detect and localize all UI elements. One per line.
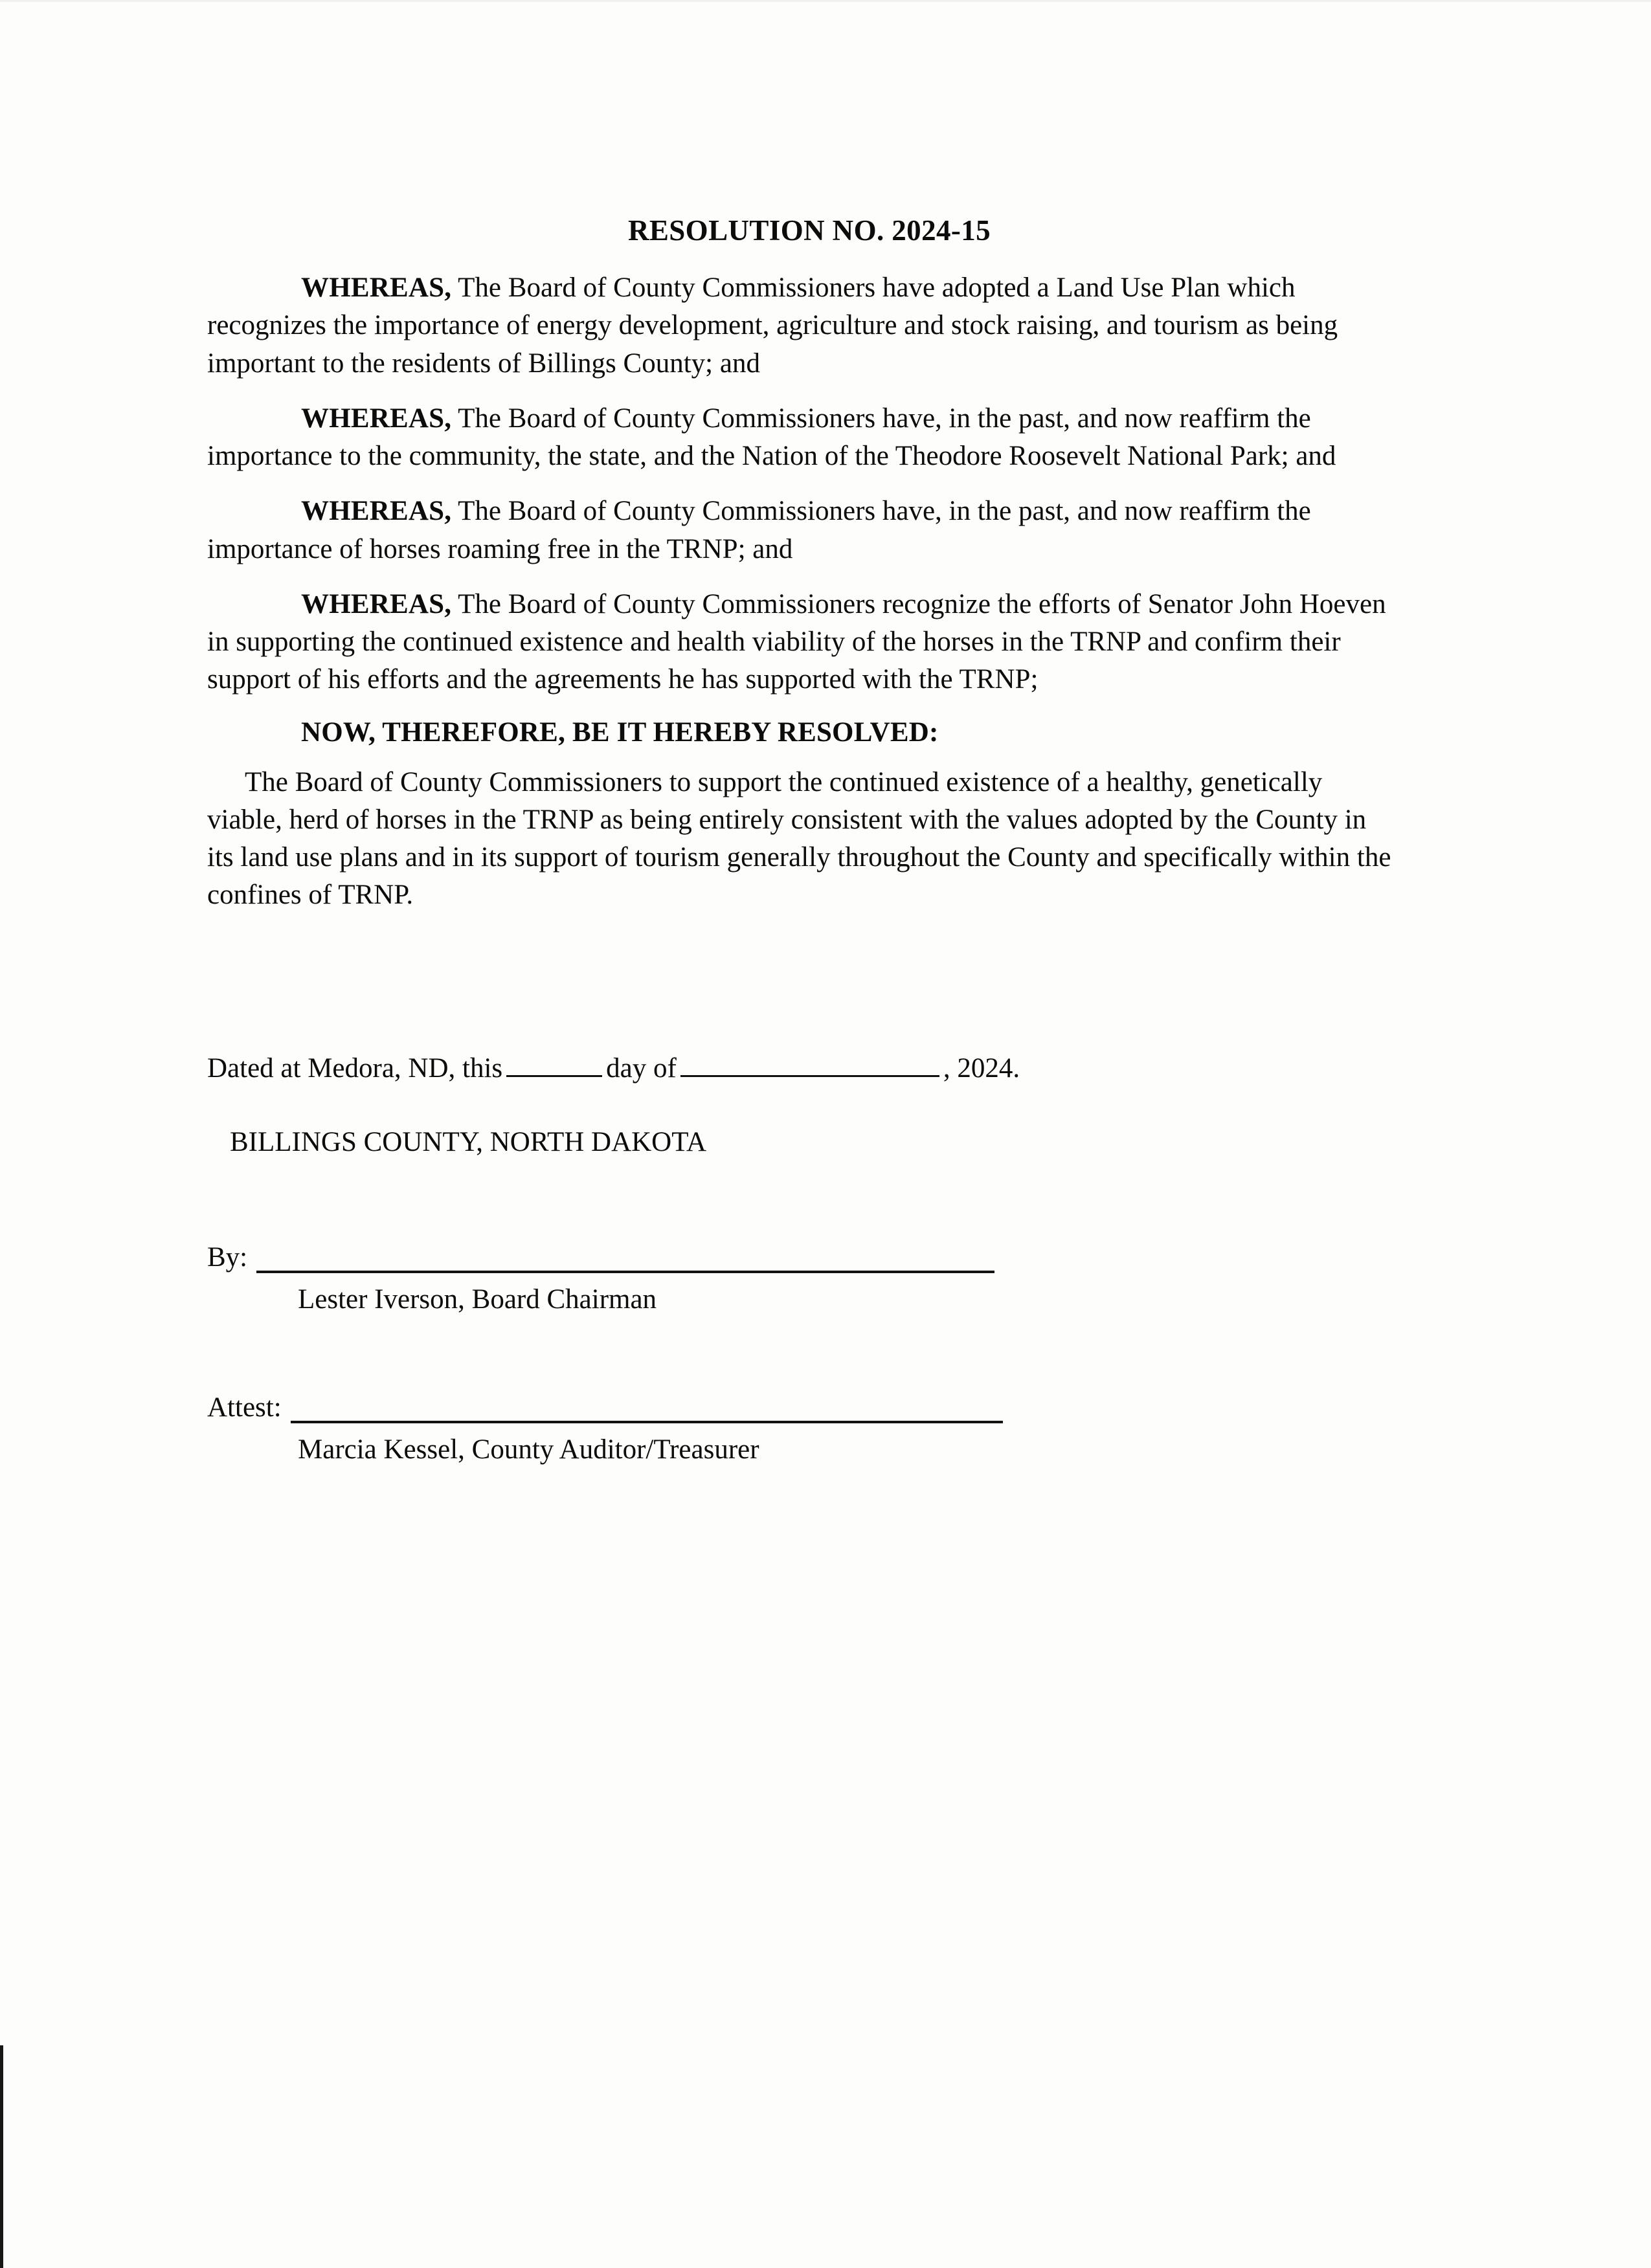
whereas-text-1: The Board of County Commissioners have adopted a Land Use Plan which recognizes the importance of energy development, agriculture and stock raising, and tourism as being important to the residents of Billings County; and bbox=[207, 272, 1338, 379]
county-entity-line: BILLINGS COUNTY, NORTH DAKOTA bbox=[230, 1127, 707, 1157]
scan-edge-top-artifact bbox=[0, 0, 1651, 2]
signature-label-by: By: bbox=[207, 1242, 248, 1273]
day-blank-field[interactable] bbox=[506, 1053, 602, 1077]
whereas-paragraph-4 bbox=[207, 586, 1398, 699]
month-blank-field[interactable] bbox=[680, 1053, 939, 1077]
whereas-text-3: The Board of County Commissioners have, in the past, and now reaffirm the importance of horses roaming free in the TRNP; and bbox=[207, 496, 1311, 564]
whereas-paragraph-2 bbox=[207, 400, 1398, 476]
dated-prefix: Dated at Medora, ND, this bbox=[207, 1053, 503, 1084]
document-body bbox=[207, 214, 1398, 915]
resolved-body-paragraph: The Board of County Commissioners to support the continued existence of a healthy, genetically viable, herd of horses in the TRNP as being entirely consistent with the values adopted by the County in its land use plans and in its support of tourism generally throughout the County and specifically within the confines of TRNP. bbox=[207, 766, 1391, 911]
signature-line-auditor[interactable] bbox=[291, 1394, 1003, 1423]
signature-block-auditor bbox=[207, 1392, 1003, 1465]
signature-block-chairman bbox=[207, 1241, 994, 1315]
signature-line-chairman[interactable] bbox=[256, 1243, 994, 1273]
signature-name-chairman: Lester Iverson, Board Chairman bbox=[298, 1284, 657, 1315]
whereas-lead-2: WHEREAS, bbox=[301, 403, 452, 434]
whereas-text-2: The Board of County Commissioners have, in the past, and now reaffirm the importance to the community, the state, and the Nation of the Theodore Roosevelt National Park; and bbox=[207, 403, 1336, 471]
scan-edge-left-artifact bbox=[0, 2045, 3, 2268]
signature-row-chairman bbox=[207, 1241, 994, 1273]
dated-middle: day of bbox=[606, 1053, 677, 1084]
whereas-paragraph-3 bbox=[207, 493, 1398, 568]
signature-row-auditor bbox=[207, 1392, 1003, 1423]
page-title: RESOLUTION NO. 2024-15 bbox=[627, 214, 991, 247]
whereas-text-4: The Board of County Commissioners recognize the efforts of Senator John Hoeven in supporting the continued existence and health viability of the horses in the TRNP and confirm their support of his efforts and the agreements he has supported with the TRNP; bbox=[207, 588, 1386, 695]
whereas-lead-1: WHEREAS, bbox=[301, 272, 452, 303]
dated-suffix: , 2024. bbox=[943, 1053, 1020, 1084]
whereas-paragraph-1 bbox=[207, 269, 1398, 383]
whereas-lead-3: WHEREAS, bbox=[301, 496, 452, 527]
signature-label-attest: Attest: bbox=[207, 1392, 282, 1423]
dated-line bbox=[207, 1052, 1020, 1084]
resolved-heading: NOW, THEREFORE, BE IT HEREBY RESOLVED: bbox=[301, 717, 939, 748]
whereas-lead-4: WHEREAS, bbox=[301, 588, 452, 619]
signature-name-auditor: Marcia Kessel, County Auditor/Treasurer bbox=[298, 1434, 759, 1465]
